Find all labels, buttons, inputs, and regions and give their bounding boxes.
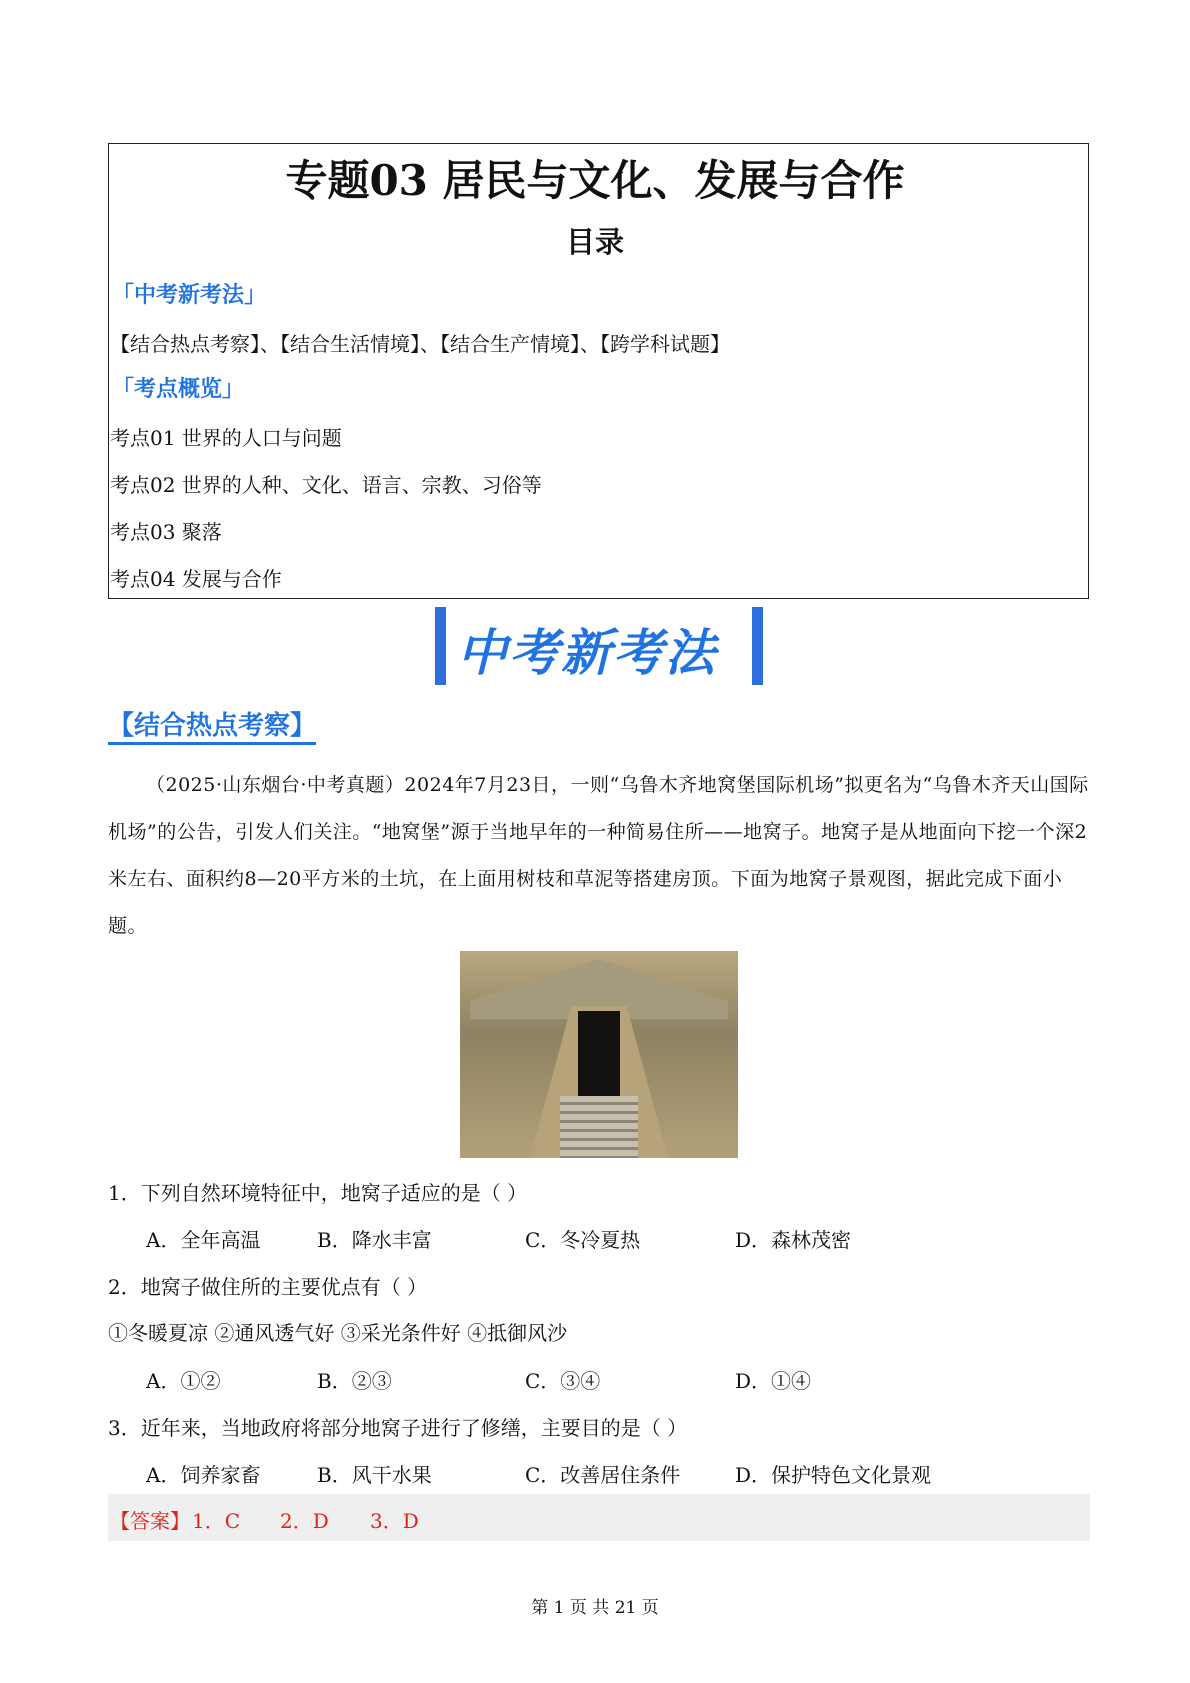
toc-item[interactable]: 考点04 发展与合作 bbox=[110, 567, 282, 591]
banner-left-bar bbox=[435, 607, 446, 685]
q3-option-b: B．风干水果 bbox=[317, 1463, 432, 1487]
toc-item[interactable]: 考点03 聚落 bbox=[110, 520, 222, 544]
answer-box bbox=[108, 1494, 1090, 1541]
page-title: 专题03 居民与文化、发展与合作 bbox=[285, 156, 905, 205]
q3-option-c: C．改善居住条件 bbox=[525, 1463, 681, 1487]
answer-2: 2．D bbox=[280, 1509, 329, 1533]
banner-right-bar bbox=[752, 607, 763, 685]
new-methods-heading: 「中考新考法」 bbox=[112, 282, 267, 308]
photo-steps bbox=[560, 1096, 638, 1158]
passage: （2025·山东烟台·中考真题）2024年7月23日，一则“乌鲁木齐地窝堡国际机场”拟更名为“乌鲁木齐天山国际机场”的公告，引发人们关注。“地窝堡”源于当地早年的一种简易住所——地窝子。地窝子是从地面向下挖一个深2米左右、面积约8—20平方米的土坑，在上面用树枝和草泥等搭建房顶。下面为地窝子景观图，据此完成下面小题。 bbox=[108, 774, 1089, 937]
dugout-photo bbox=[460, 951, 738, 1158]
page-footer: 第 1 页 共 21 页 bbox=[531, 1598, 659, 1618]
q3-option-d: D．保护特色文化景观 bbox=[735, 1463, 932, 1487]
answer-label: 【答案】 bbox=[110, 1509, 190, 1533]
q3-option-a: A．饲养家畜 bbox=[146, 1463, 261, 1487]
question-3: 3．近年来，当地政府将部分地窝子进行了修缮，主要目的是（ ） bbox=[108, 1416, 688, 1440]
photo-door bbox=[578, 1011, 620, 1096]
toc-heading: 目录 bbox=[565, 225, 624, 259]
question-2: 2．地窝子做住所的主要优点有（ ） bbox=[108, 1275, 428, 1299]
q1-option-b: B．降水丰富 bbox=[317, 1228, 432, 1252]
q2-statements: ①冬暖夏凉 ②通风透气好 ③采光条件好 ④抵御风沙 bbox=[108, 1321, 568, 1345]
q1-option-c: C．冬冷夏热 bbox=[525, 1228, 641, 1252]
q2-option-a: A．①② bbox=[146, 1369, 221, 1393]
toc-item[interactable]: 考点02 世界的人种、文化、语言、宗教、习俗等 bbox=[110, 473, 542, 497]
toc-item[interactable]: 考点01 世界的人口与问题 bbox=[110, 426, 342, 450]
banner-text: 中考新考法 bbox=[457, 623, 717, 682]
new-methods-list: 【结合热点考察】、【结合生活情境】、【结合生产情境】、【跨学科试题】 bbox=[110, 332, 730, 356]
toc-box bbox=[108, 143, 1089, 599]
section-title[interactable]: 【结合热点考察】 bbox=[108, 705, 316, 745]
q2-option-c: C．③④ bbox=[525, 1369, 601, 1393]
overview-heading: 「考点概览」 bbox=[112, 376, 245, 402]
answer-1: 1．C bbox=[192, 1509, 241, 1533]
new-methods-banner bbox=[435, 607, 763, 685]
q2-option-d: D．①④ bbox=[735, 1369, 812, 1393]
question-1: 1．下列自然环境特征中，地窝子适应的是（ ） bbox=[108, 1181, 528, 1205]
q2-option-b: B．②③ bbox=[317, 1369, 392, 1393]
answer-3: 3．D bbox=[370, 1509, 419, 1533]
q1-option-d: D．森林茂密 bbox=[735, 1228, 852, 1252]
q1-option-a: A．全年高温 bbox=[146, 1228, 261, 1252]
